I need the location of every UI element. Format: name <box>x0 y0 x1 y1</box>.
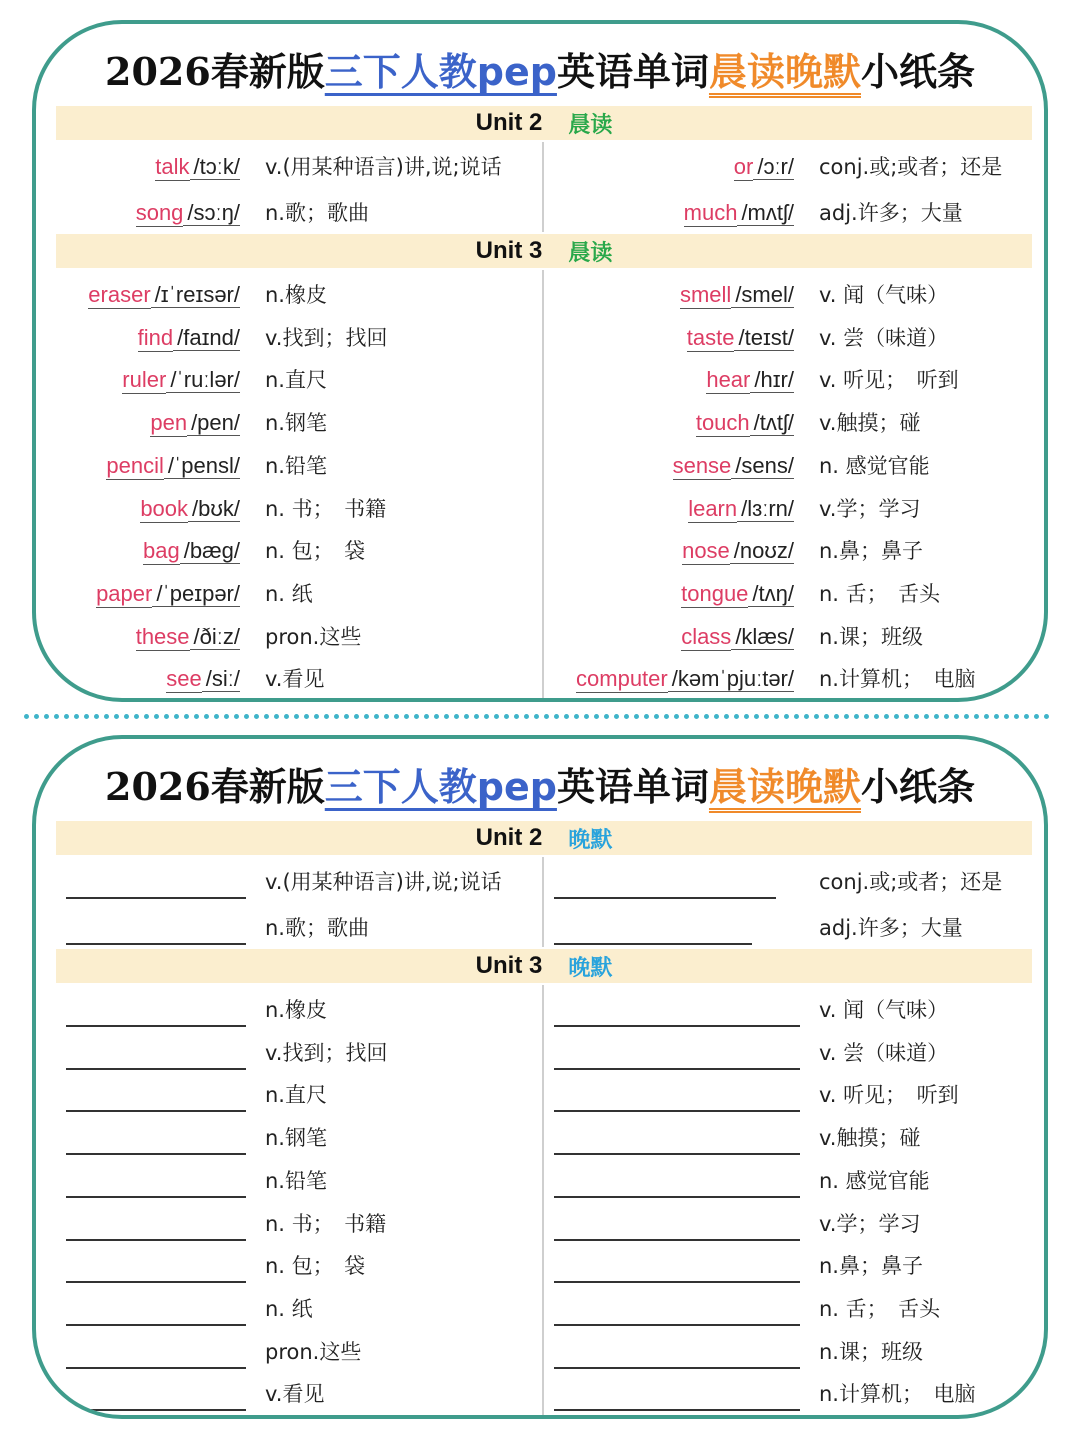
english-word: much <box>683 200 738 225</box>
chinese-meaning: n.鼻；鼻子 <box>819 539 923 564</box>
chinese-meaning: v.找到；找回 <box>265 1040 388 1065</box>
vocab-word-entry <box>155 152 240 182</box>
phonetic: /noʊz/ <box>730 538 794 564</box>
dictation-blank-line[interactable] <box>66 1025 246 1027</box>
chinese-meaning: v. 闻（气味） <box>819 283 949 307</box>
vocab-word-entry <box>96 579 240 609</box>
english-word: taste <box>686 324 735 350</box>
english-word: talk <box>155 154 190 179</box>
chinese-meaning: n.课；班级 <box>819 624 923 649</box>
vocab-word-entry <box>136 198 240 228</box>
unit3-morning-tag: 晨读 <box>568 240 613 266</box>
chinese-meaning: n.铅笔 <box>265 453 327 478</box>
chinese-meaning: n. 感觉官能 <box>819 453 930 478</box>
title-part-grade: 三下人教pep <box>324 50 557 94</box>
english-word: smell <box>679 282 732 307</box>
chinese-meaning: n. 包； 袋 <box>265 1254 366 1279</box>
dictation-blank-line[interactable] <box>66 1110 246 1112</box>
phonetic: /faɪnd/ <box>173 325 240 351</box>
phonetic: /kəmˈpjuːtər/ <box>668 666 794 692</box>
dictation-blank-line[interactable] <box>554 1281 800 1283</box>
dictation-blank-line[interactable] <box>66 1068 246 1070</box>
title-part-mode: 晨读晚默 <box>708 50 861 94</box>
chinese-meaning: n.课；班级 <box>819 1339 923 1364</box>
chinese-meaning: n. 包； 袋 <box>265 539 366 564</box>
chinese-meaning: conj.或;或者；还是 <box>819 870 1003 894</box>
chinese-meaning: n.计算机； 电脑 <box>819 1382 976 1407</box>
unit3-label: Unit 3 <box>475 237 543 264</box>
english-word: song <box>135 200 184 225</box>
dictation-blank-line[interactable] <box>554 1409 800 1411</box>
english-word: book <box>140 495 189 521</box>
dictation-blank-line[interactable] <box>554 1068 800 1070</box>
phonetic: /ˈruːlər/ <box>166 367 240 393</box>
chinese-meaning: n. 纸 <box>265 581 313 606</box>
vocab-word-entry <box>166 664 240 694</box>
dictation-blank-line[interactable] <box>66 1367 246 1369</box>
chinese-meaning: n.铅笔 <box>265 1168 327 1193</box>
vocab-word-entry <box>88 280 240 310</box>
dictation-blank-line[interactable] <box>554 1324 800 1326</box>
vocab-word-entry <box>673 451 794 481</box>
phonetic: /pen/ <box>187 410 240 436</box>
vocab-word-entry <box>680 280 794 310</box>
dictation-blank-line[interactable] <box>554 1196 800 1198</box>
chinese-meaning: n. 舌； 舌头 <box>819 1296 941 1321</box>
unit3-header-band <box>56 234 1032 268</box>
chinese-meaning: v.(用某种语言)讲,说;说话 <box>265 155 502 179</box>
cut-line-separator <box>24 714 1050 719</box>
phonetic: /ˈpeɪpər/ <box>152 581 240 607</box>
dictation-blank-line[interactable] <box>554 1025 800 1027</box>
english-word: paper <box>96 580 153 606</box>
unit2-header-band <box>56 821 1032 855</box>
vocab-word-entry <box>687 323 794 353</box>
english-word: sense <box>672 452 732 478</box>
chinese-meaning: n.歌；歌曲 <box>265 916 369 940</box>
chinese-meaning: v.触摸；碰 <box>819 411 921 436</box>
phonetic: /ɔːr/ <box>753 154 794 180</box>
chinese-meaning: v.学；学习 <box>819 1211 921 1236</box>
phonetic: /lɜːrn/ <box>737 496 794 522</box>
phonetic: /hɪr/ <box>750 367 794 393</box>
english-word: see <box>166 666 202 692</box>
dictation-blank-line[interactable] <box>554 1367 800 1369</box>
english-word: find <box>137 324 174 350</box>
chinese-meaning: n.直尺 <box>265 368 327 393</box>
dictation-blank-line[interactable] <box>554 1153 800 1155</box>
phonetic: /ˈpensl/ <box>164 453 240 479</box>
unit2-header-band <box>56 106 1032 140</box>
evening-dictation-card <box>32 735 1048 1419</box>
english-word: ruler <box>122 367 167 393</box>
column-divider <box>542 270 544 702</box>
chinese-meaning: adj.许多；大量 <box>819 201 963 225</box>
phonetic: /sɔːŋ/ <box>183 200 240 226</box>
title-part-note: 小纸条 <box>860 49 975 94</box>
vocab-word-entry <box>734 152 794 182</box>
title-part-subject: 英语单词 <box>556 49 709 94</box>
chinese-meaning: n.钢笔 <box>265 1126 327 1151</box>
chinese-meaning: v. 尝（味道） <box>819 325 949 350</box>
chinese-meaning: v. 听见； 听到 <box>819 368 959 393</box>
english-word: tongue <box>681 580 749 606</box>
vocab-word-entry <box>106 451 240 481</box>
english-word: touch <box>695 410 750 436</box>
vocab-word-entry <box>122 365 240 395</box>
phonetic: /klæs/ <box>731 624 794 650</box>
title-part-year: 2026春新版 <box>105 49 325 94</box>
dictation-blank-line[interactable] <box>554 1239 800 1241</box>
english-word: computer <box>576 666 668 692</box>
card-title <box>36 40 1044 104</box>
dictation-blank-line[interactable] <box>66 1281 246 1283</box>
vocab-word-entry <box>688 494 794 524</box>
chinese-meaning: v. 闻（气味） <box>819 998 949 1022</box>
chinese-meaning: n.鼻；鼻子 <box>819 1254 923 1279</box>
chinese-meaning: adj.许多；大量 <box>819 916 963 940</box>
english-word: eraser <box>88 282 151 307</box>
english-word: pen <box>150 410 188 436</box>
chinese-meaning: pron.这些 <box>265 1339 362 1364</box>
column-divider <box>542 142 544 232</box>
dictation-blank-line[interactable] <box>66 1409 246 1411</box>
chinese-meaning: v.找到；找回 <box>265 325 388 350</box>
unit2-label: Unit 2 <box>475 824 543 851</box>
phonetic: /ðiːz/ <box>190 624 240 650</box>
unit3-evening-tag: 晚默 <box>568 955 613 981</box>
title-part-subject: 英语单词 <box>556 764 709 809</box>
dictation-blank-line[interactable] <box>66 897 246 899</box>
chinese-meaning: n.计算机； 电脑 <box>819 667 976 692</box>
dictation-blank-line[interactable] <box>66 1196 246 1198</box>
chinese-meaning: n.直尺 <box>265 1083 327 1108</box>
phonetic: /siː/ <box>202 666 240 692</box>
vocab-word-entry <box>138 323 240 353</box>
unit3-label: Unit 3 <box>475 952 543 979</box>
vocab-word-entry <box>681 622 794 652</box>
english-word: pencil <box>106 452 164 478</box>
phonetic: /sens/ <box>731 453 794 479</box>
chinese-meaning: conj.或;或者；还是 <box>819 155 1003 179</box>
dictation-blank-line[interactable] <box>554 897 776 899</box>
chinese-meaning: n. 纸 <box>265 1296 313 1321</box>
vocab-word-entry <box>681 579 794 609</box>
title-part-note: 小纸条 <box>860 764 975 809</box>
chinese-meaning: n. 感觉官能 <box>819 1168 930 1193</box>
dictation-blank-line[interactable] <box>66 943 246 945</box>
english-word: hear <box>706 367 751 393</box>
vocab-word-entry <box>150 408 240 438</box>
chinese-meaning: pron.这些 <box>265 624 362 649</box>
unit2-evening-tag: 晚默 <box>568 827 613 853</box>
english-word: learn <box>688 495 738 521</box>
chinese-meaning: v.触摸；碰 <box>819 1126 921 1151</box>
phonetic: /bʊk/ <box>188 496 240 522</box>
vocab-word-entry <box>696 408 794 438</box>
english-word: bag <box>143 538 180 564</box>
vocab-word-entry <box>143 536 240 566</box>
phonetic: /tʌtʃ/ <box>750 410 794 436</box>
vocab-word-entry <box>576 664 794 694</box>
unit2-label: Unit 2 <box>475 109 543 136</box>
chinese-meaning: v. 尝（味道） <box>819 1040 949 1065</box>
chinese-meaning: v.看见 <box>265 667 325 692</box>
english-word: nose <box>682 538 730 564</box>
unit2-morning-tag: 晨读 <box>568 112 613 138</box>
dictation-blank-line[interactable] <box>554 1110 800 1112</box>
english-word: class <box>681 623 732 649</box>
unit3-header-band <box>56 949 1032 983</box>
chinese-meaning: v.看见 <box>265 1382 325 1407</box>
chinese-meaning: n.橡皮 <box>265 283 327 307</box>
phonetic: /teɪst/ <box>734 325 794 351</box>
dictation-blank-line[interactable] <box>66 1239 246 1241</box>
chinese-meaning: v.(用某种语言)讲,说;说话 <box>265 870 502 894</box>
vocab-word-entry <box>684 198 794 228</box>
chinese-meaning: n.钢笔 <box>265 411 327 436</box>
phonetic: /mʌtʃ/ <box>737 200 794 226</box>
phonetic: /tɔːk/ <box>190 154 240 180</box>
card-title <box>36 755 1044 819</box>
chinese-meaning: n.歌；歌曲 <box>265 201 369 225</box>
vocab-word-entry <box>682 536 794 566</box>
phonetic: /bæɡ/ <box>180 538 240 564</box>
chinese-meaning: n.橡皮 <box>265 998 327 1022</box>
vocab-word-entry <box>140 494 240 524</box>
chinese-meaning: n. 书； 书籍 <box>265 496 387 521</box>
dictation-blank-line[interactable] <box>66 1153 246 1155</box>
column-divider <box>542 857 544 947</box>
vocab-word-entry <box>136 622 240 652</box>
english-word: or <box>733 154 754 179</box>
english-word: these <box>135 623 190 649</box>
phonetic: /smel/ <box>731 282 794 308</box>
title-part-mode: 晨读晚默 <box>708 765 861 809</box>
phonetic: /tʌŋ/ <box>748 581 794 607</box>
chinese-meaning: v.学；学习 <box>819 496 921 521</box>
chinese-meaning: n. 舌； 舌头 <box>819 581 941 606</box>
chinese-meaning: v. 听见； 听到 <box>819 1083 959 1108</box>
column-divider <box>542 985 544 1419</box>
vocab-word-entry <box>706 365 794 395</box>
morning-reading-card <box>32 20 1048 702</box>
phonetic: /ɪˈreɪsər/ <box>151 282 240 308</box>
dictation-blank-line[interactable] <box>554 943 752 945</box>
title-part-grade: 三下人教pep <box>324 765 557 809</box>
chinese-meaning: n. 书； 书籍 <box>265 1211 387 1236</box>
title-part-year: 2026春新版 <box>105 764 325 809</box>
dictation-blank-line[interactable] <box>66 1324 246 1326</box>
